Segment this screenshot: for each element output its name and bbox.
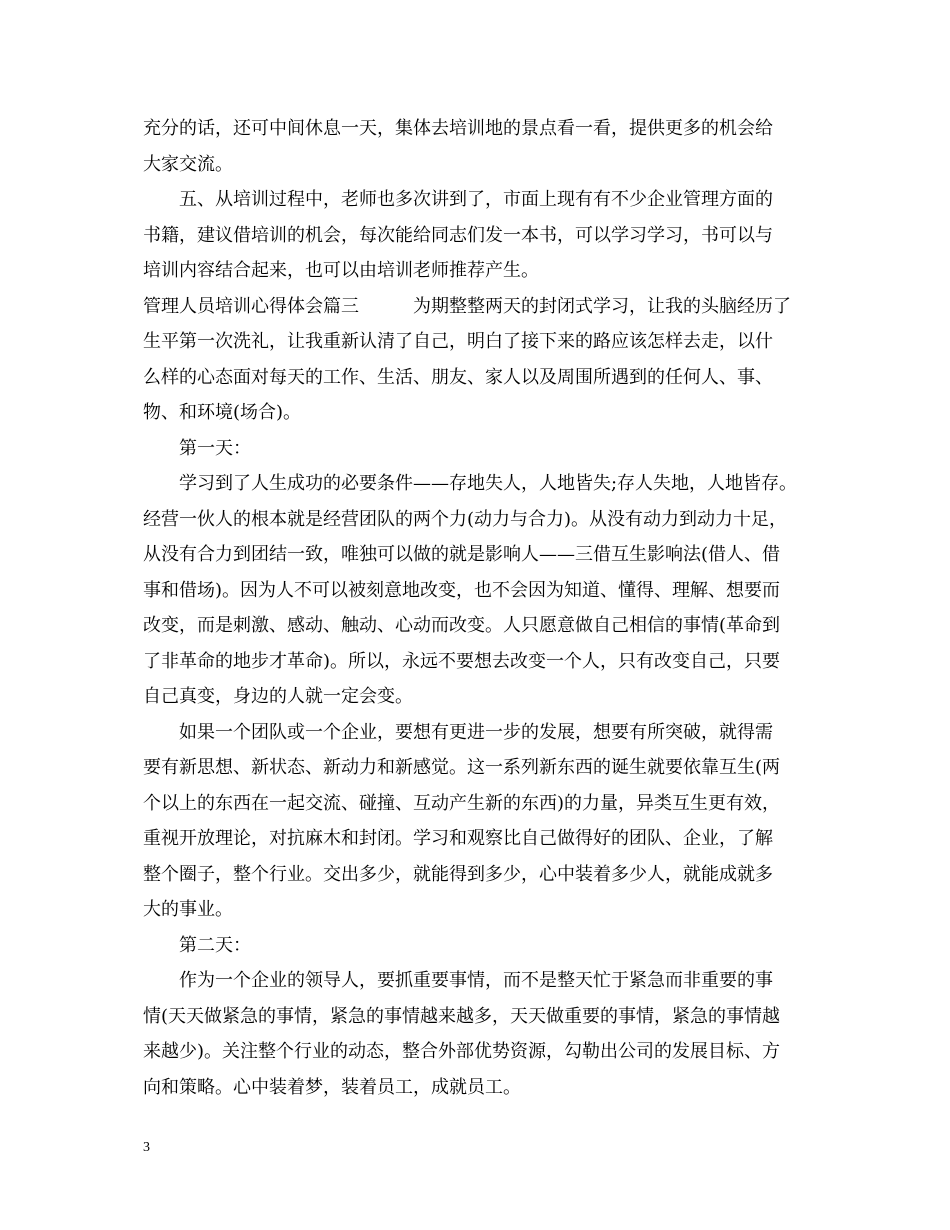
day-heading: 第一天：: [143, 438, 251, 459]
section-heading-line: 管理人员培训心得体会篇三 为期整整两天的封闭式学习，让我的头脑经历了: [143, 296, 791, 317]
text-line: 么样的心态面对每天的工作、生活、朋友、家人以及周围所遇到的任何人、事、: [143, 367, 773, 388]
text-line: 如果一个团队或一个企业，要想有更进一步的发展，想要有所突破，就得需: [143, 722, 773, 743]
text-line: 从没有合力到团结一致，唯独可以做的就是影响人——三借互生影响法(借人、借: [143, 544, 781, 565]
text-line: 作为一个企业的领导人，要抓重要事情，而不是整天忙于紧急而非重要的事: [143, 970, 773, 991]
text-line: 向和策略。心中装着梦，装着员工，成就员工。: [143, 1077, 521, 1098]
text-line: 大的事业。: [143, 899, 233, 920]
text-line: 来越少)。关注整个行业的动态，整合外部优势资源，勾勒出公司的发展目标、方: [143, 1041, 781, 1062]
text-line: 要有新思想、新状态、新动力和新感觉。这一系列新东西的诞生就要依靠互生(两: [143, 757, 781, 778]
text-line: 经营一伙人的根本就是经营团队的两个力(动力与合力)。从没有动力到动力十足，: [143, 509, 788, 530]
text-line: 情(天天做紧急的事情，紧急的事情越来越多，天天做重要的事情，紧急的事情越: [143, 1006, 781, 1027]
page-number: 3: [143, 1140, 150, 1155]
text-line: 大家交流。: [143, 154, 233, 175]
text-line: 自己真变，身边的人就一定会变。: [143, 686, 413, 707]
text-line: 个以上的东西在一起交流、碰撞、互动产生新的东西)的力量，异类互生更有效，: [143, 793, 781, 814]
text-line: 生平第一次洗礼，让我重新认清了自己，明白了接下来的路应该怎样去走，以什: [143, 331, 773, 352]
text-line: 学习到了人生成功的必要条件——存地失人，人地皆失;存人失地，人地皆存。: [143, 473, 798, 494]
text-line: 充分的话，还可中间休息一天，集体去培训地的景点看一看，提供更多的机会给: [143, 118, 773, 139]
text-line: 整个圈子，整个行业。交出多少，就能得到多少，心中装着多少人，就能成就多: [143, 864, 773, 885]
text-line: 重视开放理论，对抗麻木和封闭。学习和观察比自己做得好的团队、企业，了解: [143, 828, 773, 849]
day-heading: 第二天：: [143, 935, 251, 956]
text-line: 了非革命的地步才革命)。所以，永远不要想去改变一个人，只有改变自己，只要: [143, 651, 781, 672]
text-line: 改变，而是刺激、感动、触动、心动而改变。人只愿意做自己相信的事情(革命到: [143, 615, 781, 636]
text-line: 培训内容结合起来，也可以由培训老师推荐产生。: [143, 260, 539, 281]
text-line: 五、从培训过程中，老师也多次讲到了，市面上现有有不少企业管理方面的: [143, 189, 773, 210]
text-line: 书籍，建议借培训的机会，每次能给同志们发一本书，可以学习学习，书可以与: [143, 225, 773, 246]
text-line: 物、和环境(场合)。: [143, 402, 302, 423]
text-line: 事和借场)。因为人不可以被刻意地改变，也不会因为知道、懂得、理解、想要而: [143, 580, 781, 601]
